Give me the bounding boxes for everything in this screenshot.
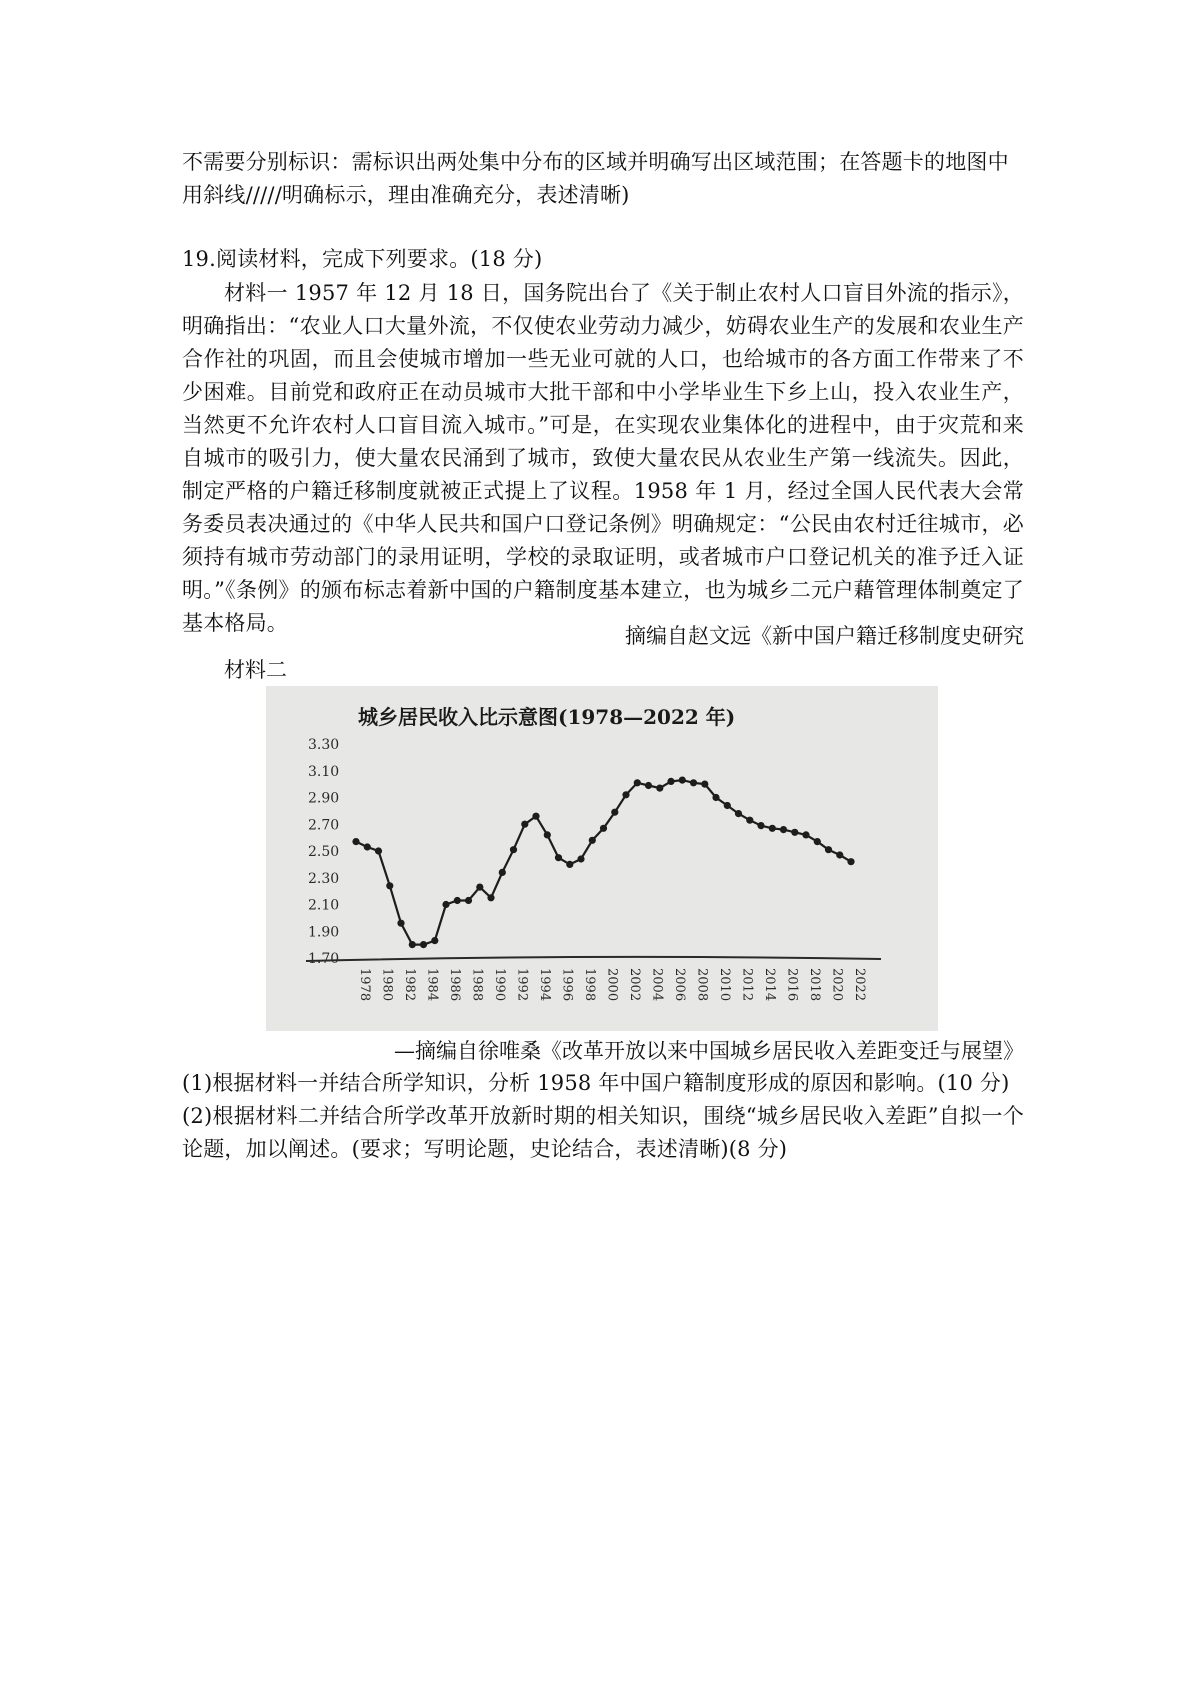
- x-tick-label: 1992: [514, 968, 530, 1002]
- data-point: [780, 826, 787, 833]
- x-tick-label: 2000: [604, 968, 620, 1002]
- data-point: [532, 813, 539, 820]
- x-tick-label: 2012: [739, 968, 755, 1002]
- data-point: [420, 941, 427, 948]
- data-point: [589, 837, 596, 844]
- y-tick-label: 2.10: [308, 897, 340, 914]
- data-point: [724, 802, 731, 809]
- chart-svg: [266, 686, 938, 1031]
- x-tick-label: 1980: [379, 968, 395, 1002]
- intro-text: 不需要分别标识：需标识出两处集中分布的区域并明确写出区域范围；在答题卡的地图中用斜线/////明确标示，理由准确充分，表述清晰): [182, 150, 1009, 207]
- data-point: [735, 810, 742, 817]
- x-tick-label: 2018: [807, 968, 822, 1002]
- data-points: [352, 777, 854, 949]
- data-point: [431, 937, 438, 944]
- x-tick-label: 1982: [402, 968, 417, 1002]
- data-point: [409, 941, 416, 948]
- x-tick-label: 1978: [357, 968, 372, 1002]
- data-point: [836, 851, 843, 858]
- y-axis-ticks: [308, 737, 339, 967]
- data-point: [634, 779, 641, 786]
- data-point: [487, 894, 494, 901]
- x-tick-label: 2016: [784, 968, 800, 1002]
- x-tick-label: 1998: [582, 968, 597, 1002]
- sub-question-1: (1)根据材料一并结合所学知识，分析 1958 年中国户籍制度形成的原因和影响。(10 分): [182, 1071, 1010, 1095]
- data-point: [656, 785, 663, 792]
- x-axis-line: [306, 957, 881, 961]
- x-tick-label: 2004: [649, 968, 665, 1002]
- data-point: [397, 920, 404, 927]
- data-point: [690, 779, 697, 786]
- x-tick-label: 2014: [762, 968, 777, 1002]
- data-point: [454, 897, 461, 904]
- x-tick-label: 2022: [852, 968, 867, 1002]
- x-tick-label: 2002: [627, 968, 642, 1002]
- data-point: [667, 778, 674, 785]
- data-point: [757, 822, 764, 829]
- x-tick-label: 2010: [717, 968, 732, 1002]
- question-19-title: 19.阅读材料，完成下列要求。(18 分): [182, 247, 543, 271]
- data-point: [442, 901, 449, 908]
- data-point: [555, 854, 562, 861]
- y-tick-label: 1.90: [308, 924, 340, 941]
- data-point: [577, 855, 584, 862]
- y-tick-label: 3.30: [308, 737, 340, 753]
- data-point: [746, 817, 753, 824]
- data-point: [611, 809, 618, 816]
- y-tick-label: 2.70: [308, 817, 340, 834]
- data-point: [622, 791, 629, 798]
- data-point: [352, 838, 359, 845]
- material-2-label: 材料二: [224, 658, 287, 682]
- y-tick-label: 2.90: [308, 790, 340, 807]
- data-point: [645, 782, 652, 789]
- data-point: [825, 846, 832, 853]
- material-1-source: 摘编自赵文远《新中国户籍迁移制度史研究: [625, 624, 1024, 648]
- y-tick-label: 2.30: [308, 870, 340, 887]
- data-point: [386, 882, 393, 889]
- x-tick-label: 1996: [559, 968, 575, 1002]
- x-tick-label: 2008: [694, 968, 710, 1002]
- sub-question-2: (2)根据材料二并结合所学改革开放新时期的相关知识，围绕“城乡居民收入差距”自拟一个论题，加以阐述。(要求；写明论题，史论结合，表述清晰)(8 分): [182, 1104, 1024, 1161]
- y-tick-label: 1.70: [308, 951, 340, 967]
- data-point: [364, 843, 371, 850]
- chart-title: 城乡居民收入比示意图(1978—2022 年): [358, 705, 736, 729]
- data-point: [814, 838, 821, 845]
- x-tick-label: 1988: [469, 968, 485, 1002]
- income-ratio-chart: [266, 686, 938, 1031]
- data-point: [499, 869, 506, 876]
- x-tick-label: 1990: [492, 968, 507, 1002]
- data-point: [476, 884, 483, 891]
- series-line: [356, 780, 851, 945]
- data-point: [791, 829, 798, 836]
- material-1-text: 材料一 1957 年 12 月 18 日，国务院出台了《关于制止农村人口盲目外流的指示》，明确指出：“农业人口大量外流，不仅使农业劳动力减少，妨碍农业生产的发展和农业生产合作社的巩固，而且会使城市增加一些无业可就的人口，也给城市的各方面工作带来了不少困难。目前党和政府正在动员城市大批干部和中小学毕业生下乡上山，投入农业生产，当然更不允许农村人口盲目流入城市。”可是，在实现农业集体化的进程中，由于灾荒和来自城市的吸引力，使大量农民涌到了城市，致使大量农民从农业生产第一线流失。因此，制定严格的户籍迁移制度就被正式提上了议程。1958 年 1 月，经过全国人民代表大会常务委员表决通过的《中华人民共和国户口登记条例》明确规定：“公民由农村迁往城市，必须持有城市劳动部门的录用证明，学校的录取证明，或者城市户口登记机关的准予迁入证明。”《条例》的颁布标志着新中国的户籍制度基本建立，也为城乡二元户藉管理体制奠定了基本格局。: [182, 281, 1024, 635]
- x-tick-label: 2020: [829, 968, 845, 1002]
- data-point: [712, 794, 719, 801]
- x-tick-label: 2006: [672, 968, 687, 1002]
- x-tick-label: 1984: [424, 968, 440, 1002]
- data-point: [544, 831, 551, 838]
- x-tick-label: 1986: [447, 968, 462, 1002]
- data-point: [465, 897, 472, 904]
- sub-questions: [182, 1067, 1024, 1166]
- data-point: [679, 777, 686, 784]
- data-point: [769, 825, 776, 832]
- data-point: [847, 858, 854, 865]
- data-point: [510, 846, 517, 853]
- data-point: [566, 861, 573, 868]
- data-point: [600, 825, 607, 832]
- data-point: [701, 781, 708, 788]
- data-point: [802, 831, 809, 838]
- x-tick-label: 1994: [537, 968, 552, 1002]
- data-point: [375, 847, 382, 854]
- x-axis-ticks: [357, 968, 867, 1001]
- data-point: [521, 821, 528, 828]
- y-tick-label: 2.50: [308, 844, 340, 860]
- y-tick-label: 3.10: [308, 763, 340, 780]
- material-2-source: —摘编自徐唯桑《改革开放以来中国城乡居民收入差距变迁与展望》: [394, 1039, 1024, 1063]
